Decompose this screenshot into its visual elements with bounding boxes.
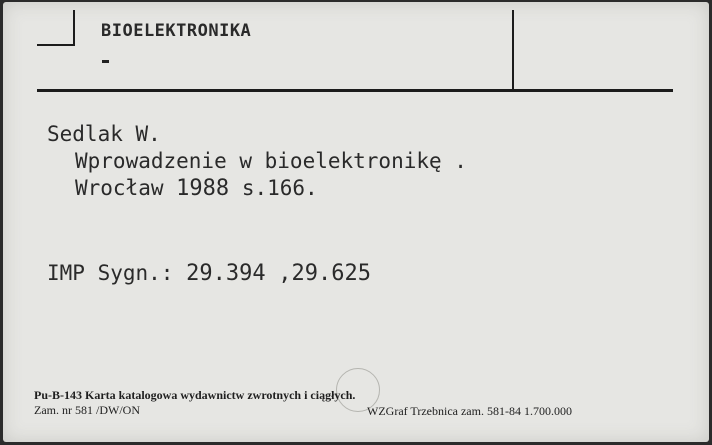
publication-info: [75, 176, 318, 201]
catalog-card: [3, 2, 709, 442]
printer-info: WZGraf Trzebnica zam. 581-84 1.700.000: [367, 404, 572, 418]
publication-year: 1988: [176, 176, 230, 201]
call-number-label: IMP Sygn.:: [47, 261, 174, 285]
call-number: [47, 261, 371, 286]
order-number-left: Zam. nr 581 /DW/ON: [34, 403, 140, 417]
page-count: s.166.: [241, 176, 318, 200]
subject-dash: [102, 60, 109, 63]
header-divider-horizontal: [37, 89, 673, 92]
publication-place: Wrocław: [75, 176, 164, 200]
subject-heading: BIOELEKTRONIKA: [101, 21, 252, 41]
book-title: Wprowadzenie w bioelektronikę .: [75, 149, 467, 173]
call-number-value-2: ,29.625: [278, 261, 371, 286]
corner-rule-horizontal: [37, 44, 75, 46]
call-number-value-1: 29.394: [186, 261, 266, 286]
header-divider-vertical: [512, 10, 514, 92]
corner-rule-vertical: [73, 10, 75, 46]
author: Sedlak W.: [47, 122, 161, 146]
card-form-title: Pu-B-143 Karta katalogowa wydawnictw zwrotnych i ciągłych.: [34, 388, 356, 402]
